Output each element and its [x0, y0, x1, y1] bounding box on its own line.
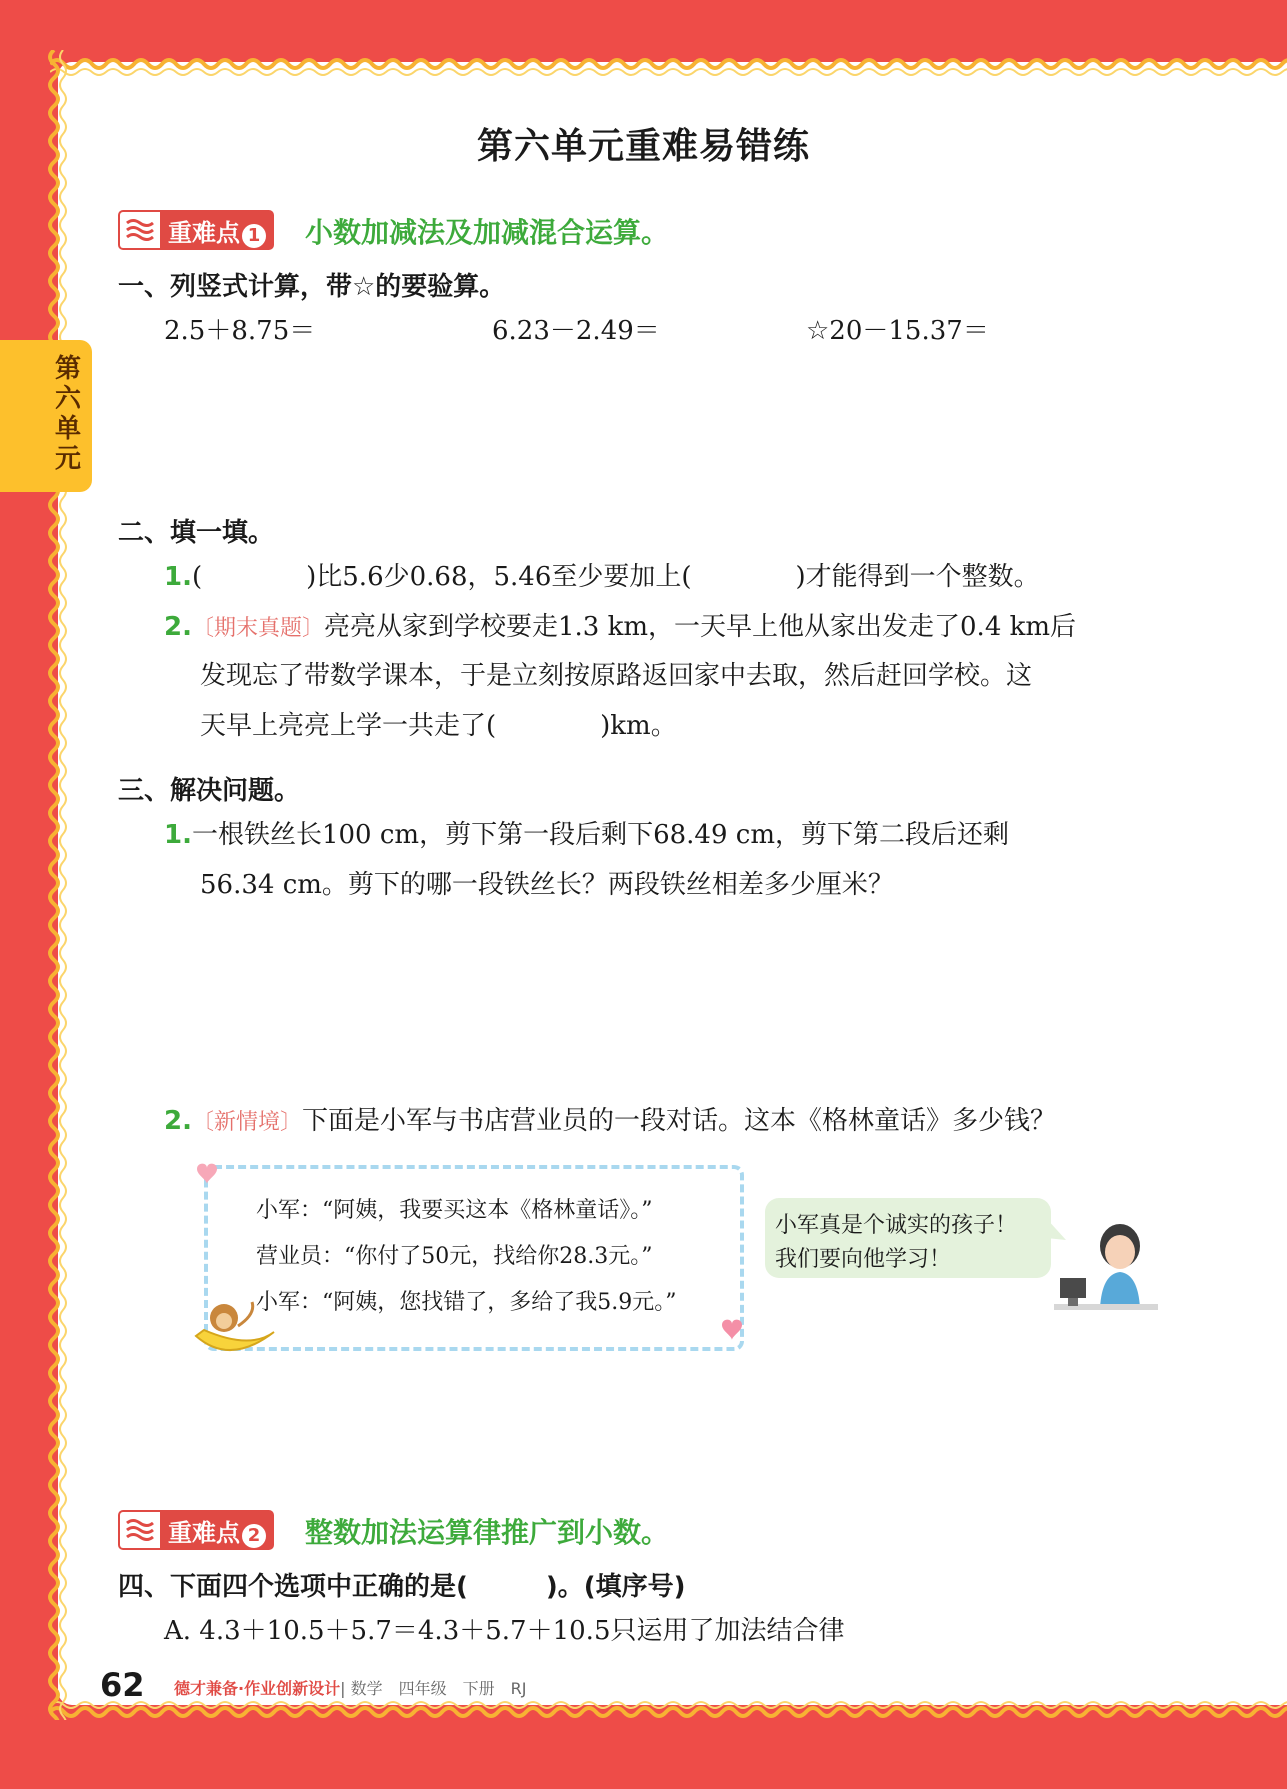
fill-question-2-line2: 发现忘了带数学课本，于是立刻按原路返回家中去取，然后赶回学校。这	[200, 661, 1033, 691]
section-4-heading: 四、下面四个选项中正确的是( )。(填序号)	[118, 1572, 686, 1602]
expr-1: 2.5＋8.75＝	[164, 316, 316, 346]
question-text: ( )比5.6少0.68，5.46至少要加上( )才能得到一个整数。	[191, 562, 1040, 592]
dialog-line-1: 小军：“阿姨，我要买这本《格林童话》。”	[256, 1198, 653, 1223]
shop-assistant-icon	[1050, 1216, 1160, 1320]
wave-lines-icon	[120, 212, 160, 248]
key-point-label: 重难点	[168, 1518, 240, 1547]
unit-side-tab	[0, 340, 92, 492]
question-text: 下面是小军与书店营业员的一段对话。这本《格林童话》多少钱？	[301, 1106, 1056, 1136]
fill-question-2	[164, 602, 1076, 654]
bubble-line-2: 我们要向他学习！	[775, 1247, 952, 1272]
fill-question-2-line3: 天早上亮亮上学一共走了( )km。	[200, 711, 677, 741]
section-2-heading: 二、填一填。	[118, 518, 275, 548]
dialog-line-3: 小军：“阿姨，您找错了，多给了我5.9元。”	[256, 1290, 677, 1315]
fill-question-1	[164, 552, 1040, 602]
key-point-number: 2	[242, 1524, 266, 1548]
bubble-line-1: 小军真是个诚实的孩子！	[775, 1213, 1018, 1238]
key-point-1-text: 小数加减法及加减混合运算。	[305, 216, 670, 249]
key-point-label: 重难点	[168, 218, 240, 247]
heart-icon	[195, 1160, 235, 1190]
solve-question-1	[164, 810, 1009, 860]
expr-3: ☆20－15.37＝	[806, 316, 989, 346]
question-number: 2.	[164, 612, 192, 642]
speech-bubble	[765, 1198, 1051, 1278]
section-3-heading: 三、解决问题。	[118, 776, 301, 806]
key-point-2-badge	[118, 1510, 274, 1550]
question-text: 亮亮从家到学校要走1.3 km，一天早上他从家出发走了0.4 km后	[323, 612, 1077, 642]
footer-brand	[174, 1676, 526, 1699]
top-wavy-border	[50, 48, 1287, 78]
key-point-1-badge	[118, 210, 274, 250]
heart-icon	[720, 1316, 760, 1346]
wave-lines-icon	[120, 1512, 160, 1548]
key-point-2-text: 整数加法运算律推广到小数。	[305, 1516, 670, 1549]
key-point-number: 1	[242, 224, 266, 248]
question-number: 2.	[164, 1106, 192, 1136]
footer-info: | 数学 四年级 下册 RJ	[340, 1679, 527, 1698]
bottom-wavy-border	[50, 1700, 1287, 1730]
option-a: A. 4.3＋10.5＋5.7＝4.3＋5.7＋10.5只运用了加法结合律	[164, 1616, 845, 1646]
question-tag: 〔新情境〕	[191, 1110, 302, 1135]
dialog-box	[204, 1165, 744, 1351]
expr-2: 6.23－2.49＝	[492, 316, 660, 346]
solve-question-1-line2: 56.34 cm。剪下的哪一段铁丝长？两段铁丝相差多少厘米？	[200, 870, 894, 900]
monkey-on-banana-icon	[190, 1296, 280, 1360]
side-tab-label: 第六单元	[54, 354, 81, 474]
question-number: 1.	[164, 820, 192, 850]
page-number: 62	[100, 1666, 145, 1704]
page-title: 第六单元重难易错练	[476, 126, 810, 167]
section-1-heading: 一、列竖式计算，带☆的要验算。	[118, 272, 506, 302]
question-text: 一根铁丝长100 cm，剪下第一段后剩下68.49 cm，剪下第二段后还剩	[191, 820, 1009, 850]
footer-brand-text: 德才兼备·作业创新设计	[174, 1679, 341, 1698]
question-tag: 〔期末真题〕	[191, 616, 324, 641]
left-wavy-border	[42, 50, 70, 1720]
question-number: 1.	[164, 562, 192, 592]
dialog-line-2: 营业员：“你付了50元，找给你28.3元。”	[256, 1244, 653, 1269]
solve-question-2	[164, 1096, 1056, 1148]
